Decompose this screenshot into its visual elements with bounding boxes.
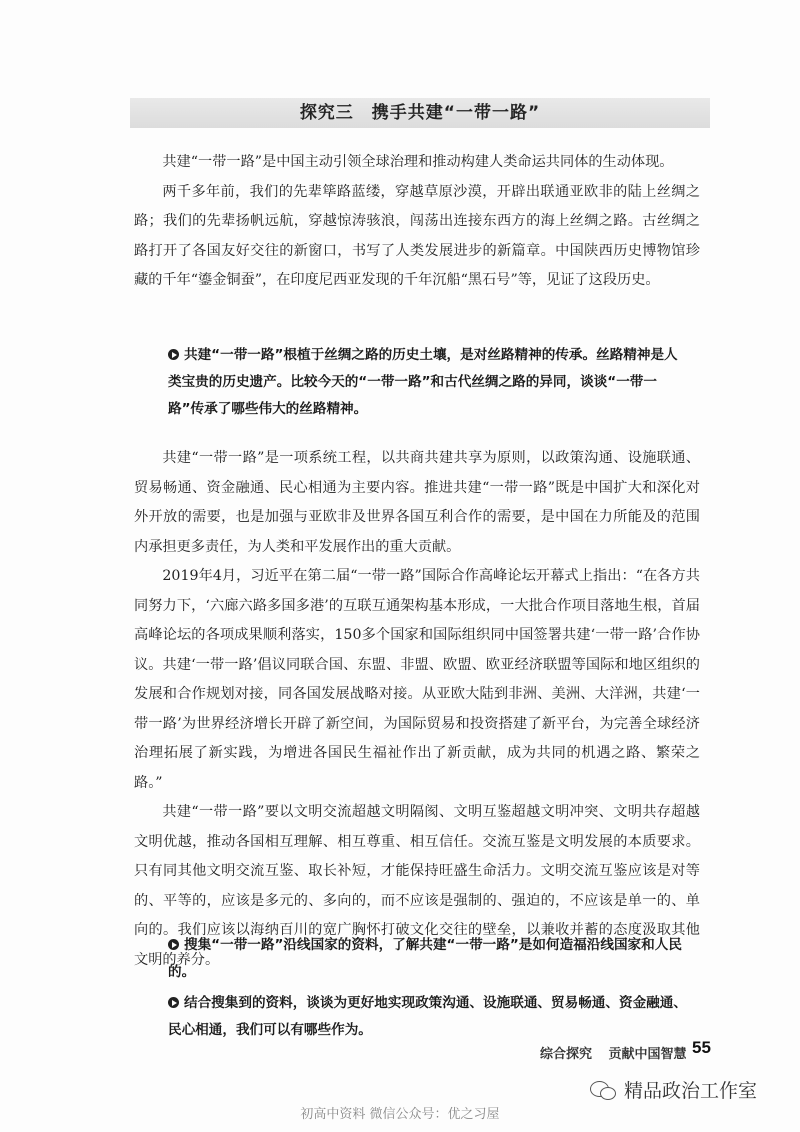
paragraph: 两千多年前，我们的先辈筚路蓝缕，穿越草原沙漠，开辟出联通亚欧非的陆上丝绸之路；我们的先辈扬帆远航，穿越惊涛骇浪，闯荡出连接东西方的海上丝绸之路。古丝绸之路打开了各国友好交往的新窗口，书写了人类发展进步的新篇章。中国陕西历史博物馆珍藏的千年“鎏金铜蚕”，在印度尼西亚发现的千年沉船“黑石号”等，见证了这段历史。 [134, 183, 700, 288]
watermark [590, 1076, 757, 1103]
image-caption: 初高中资料 微信公众号：优之习屋 [300, 1107, 500, 1122]
prompt-item [168, 990, 688, 1044]
play-bullet-icon [168, 349, 179, 360]
intro-text-block [134, 148, 700, 296]
watermark-text: 精品政治工作室 [624, 1080, 758, 1102]
play-bullet-icon [168, 997, 179, 1008]
prompt-item [168, 342, 688, 423]
page-number: 55 [692, 1038, 711, 1057]
running-footer [540, 1043, 699, 1062]
prompt-text: 搜集“一带一路”沿线国家的资料，了解共建“一带一路”是如何造福沿线国家和人民的。 [168, 937, 682, 980]
paragraph: 共建“一带一路”是一项系统工程，以共商共建共享为原则，以政策沟通、设施联通、贸易畅通、资金融通、民心相通为主要内容。推进共建“一带一路”既是中国扩大和深化对外开放的需要，也是加强与亚欧非及世界各国互利合作的需要，是中国在力所能及的范围内承担更多责任，为人类和平发展作出的重大贡献。 [134, 450, 700, 555]
paragraph: 2019年4月，习近平在第二届“一带一路”国际合作高峰论坛开幕式上指出：“在各方共同努力下，‘六廊六路多国多港’的互联互通架构基本形成，一大批合作项目落地生根，首届高峰论坛的各项成果顺利落实，150多个国家和国际组织同中国签署共建‘一带一路’合作协议。共建‘一带一路’倡议同联合国、东盟、非盟、欧盟、欧亚经济联盟等国际和地区组织的发展和合作规划对接，同各国发展战略对接。从亚欧大陆到非洲、美洲、大洋洲，共建‘一带一路’为世界经济增长开辟了新空间，为国际贸易和投资搭建了新平台，为完善全球经济治理拓展了新实践，为增进各国民生福祉作出了新贡献，成为共同的机遇之路、繁荣之路。” [134, 568, 700, 791]
footer-section: 综合探究 [540, 1047, 593, 1062]
paragraph: 共建“一带一路”是中国主动引领全球治理和推动构建人类命运共同体的生动体现。 [162, 154, 674, 170]
prompt-item [168, 932, 688, 986]
prompt-text: 结合搜集到的资料，谈谈为更好地实现政策沟通、设施联通、贸易畅通、资金融通、民心相通，我们可以有哪些作为。 [168, 995, 687, 1038]
paragraph: 共建“一带一路”要以文明交流超越文明隔阂、文明互鉴超越文明冲突、文明共存超越文明优越，推动各国相互理解、相互尊重、相互信任。交流互鉴是文明发展的本质要求。只有同其他文明交流互鉴、取长补短，才能保持旺盛生命活力。文明交流互鉴应该是对等的、平等的，应该是多元的、多向的，而不应该是强制的、强迫的，不应该是单一的、单向的。我们应该以海纳百川的宽广胸怀打破文化交往的壁垒，以兼收并蓄的态度汲取其他文明的养分。 [134, 804, 700, 968]
discussion-prompt-box [168, 342, 688, 423]
footer-subtitle: 贡献中国智慧 [608, 1047, 687, 1062]
play-bullet-icon [168, 939, 179, 950]
wechat-icon [590, 1079, 618, 1101]
activity-prompt-box [168, 932, 688, 1044]
main-text-block [134, 444, 700, 975]
prompt-text: 共建“一带一路”根植于丝绸之路的历史土壤，是对丝路精神的传承。丝路精神是人类宝贵的历史遗产。比较今天的“一带一路”和古代丝绸之路的异同，谈谈“一带一路”传承了哪些伟大的丝路精神。 [168, 347, 678, 417]
section-title: 探究三 携手共建“一带一路” [130, 98, 710, 128]
